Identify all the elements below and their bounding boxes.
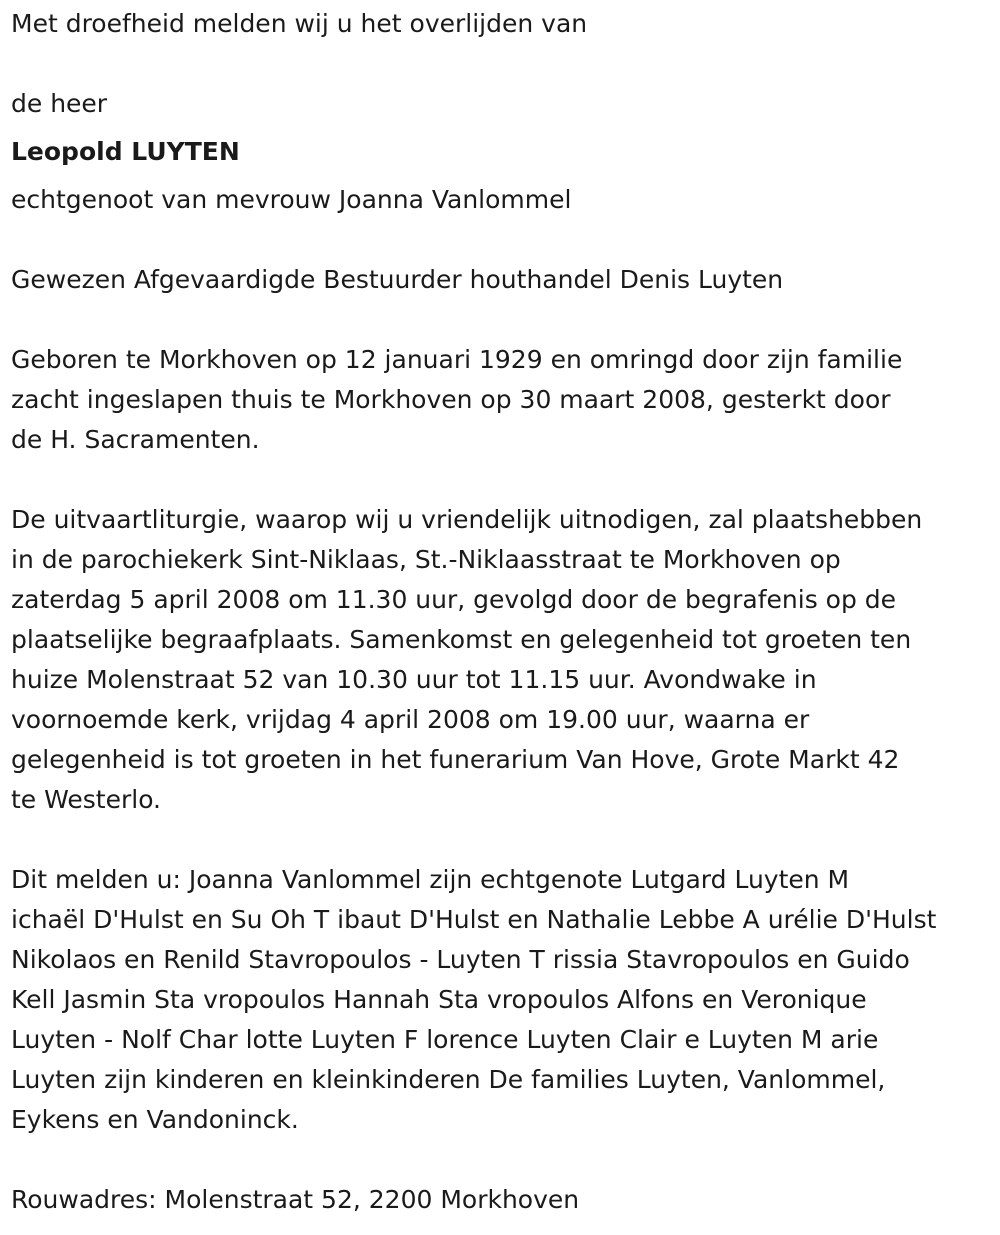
occupation-line: Gewezen Afgevaardigde Bestuurder houthandel Denis Luyten [11, 265, 784, 294]
paragraph-line: in de parochiekerk Sint-Niklaas, St.-Niklaasstraat te Morkhoven op [11, 545, 841, 574]
paragraph-line: zaterdag 5 april 2008 om 11.30 uur, gevolgd door de begrafenis op de [11, 585, 897, 614]
paragraph-line: de H. Sacramenten. [11, 425, 260, 454]
title-prefix: de heer [11, 89, 108, 118]
spacer [11, 300, 996, 340]
paragraph-line: te Westerlo. [11, 785, 161, 814]
paragraph-line: Kell Jasmin Sta vropoulos Hannah Sta vropoulos Alfons en Veronique [11, 985, 867, 1014]
spacer [11, 124, 996, 132]
spacer [11, 820, 996, 860]
paragraph-line: Luyten zijn kinderen en kleinkinderen De families Luyten, Vanlommel, [11, 1065, 886, 1094]
paragraph-line: Eykens en Vandoninck. [11, 1105, 299, 1134]
spacer [11, 1140, 996, 1180]
paragraph-line: huize Molenstraat 52 van 10.30 uur tot 11.15 uur. Avondwake in [11, 665, 817, 694]
paragraph-line: Geboren te Morkhoven op 12 januari 1929 en omringd door zijn familie [11, 345, 903, 374]
paragraph-line: ichaël D'Hulst en Su Oh T ibaut D'Hulst en Nathalie Lebbe A urélie D'Hulst [11, 905, 937, 934]
paragraph-line: Dit melden u: Joanna Vanlommel zijn echtgenote Lutgard Luyten M [11, 865, 850, 894]
obituary-document [11, 4, 996, 1220]
mourning-address: Rouwadres: Molenstraat 52, 2200 Morkhoven [11, 1185, 580, 1214]
funeral-paragraph [11, 500, 996, 820]
paragraph-line: Nikolaos en Renild Stavropoulos - Luyten T rissia Stavropoulos en Guido [11, 945, 910, 974]
family-paragraph [11, 860, 996, 1140]
spouse-line: echtgenoot van mevrouw Joanna Vanlommel [11, 185, 572, 214]
birth-paragraph [11, 340, 996, 460]
paragraph-line: voornoemde kerk, vrijdag 4 april 2008 om 19.00 uur, waarna er [11, 705, 810, 734]
spacer [11, 220, 996, 260]
paragraph-line: plaatselijke begraafplaats. Samenkomst en gelegenheid tot groeten ten [11, 625, 912, 654]
paragraph-line: gelegenheid is tot groeten in het funerarium Van Hove, Grote Markt 42 [11, 745, 900, 774]
spacer [11, 172, 996, 180]
paragraph-line: De uitvaartliturgie, waarop wij u vriendelijk uitnodigen, zal plaatshebben [11, 505, 923, 534]
deceased-name: Leopold LUYTEN [11, 137, 240, 166]
paragraph-line: Luyten - Nolf Char lotte Luyten F lorence Luyten Clair e Luyten M arie [11, 1025, 879, 1054]
paragraph-line: zacht ingeslapen thuis te Morkhoven op 30 maart 2008, gesterkt door [11, 385, 891, 414]
spacer [11, 44, 996, 84]
intro-text: Met droefheid melden wij u het overlijden van [11, 9, 588, 38]
spacer [11, 460, 996, 500]
